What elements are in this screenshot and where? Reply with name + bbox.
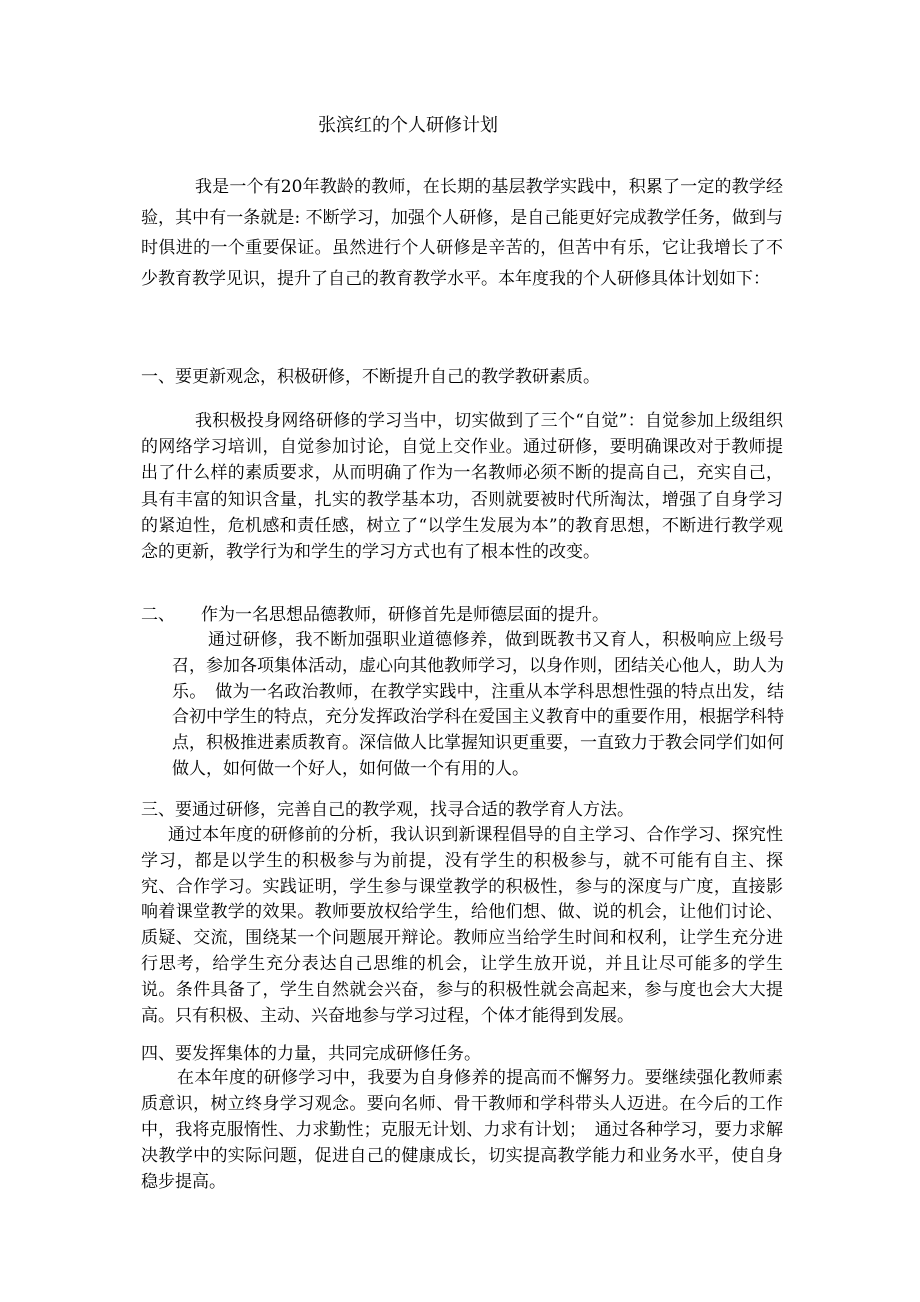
section-3-body: 通过本年度的研修前的分析，我认识到新课程倡导的自主学习、合作学习、探究性学习，都是以学生的积极参与为前提，没有学生的积极参与，就不可能有自主、探究、合作学习。实践证明，学生参与课堂教学的积极性，参与的深度与广度，直接影响着课堂教学的效果。教师要放权给学生，给他们想、做、说的机会，让他们讨论、质疑、交流，围绕某一个问题展开辩论。教师应当给学生时间和权利，让学生充分进行思考，给学生充分表达自己思维的机会，让学生放开说，并且让尽可能多的学生说。条件具备了，学生自然就会兴奋，参与的积极性就会高起来，参与度也会大大提高。只有积极、主动、兴奋地参与学习过程，个体才能得到发展。 [141, 825, 783, 1026]
section-2-heading-row [141, 602, 609, 628]
section-4-body: 在本年度的研修学习中，我要为自身修养的提高而不懈努力。要继续强化教师素质意识，树立终身学习观念。要向名师、骨干教师和学科带头人迈进。在今后的工作中，我将克服惰性、力求勤性；克服无计划、力求有计划； 通过各种学习，要力求解决教学中的实际问题，促进自己的健康成长，切实提高教学能力和业务水平，使自身稳步提高。 [141, 1068, 783, 1192]
section-2-number: 二、 [141, 605, 175, 625]
section-1-body: 我积极投身网络研修的学习当中，切实做到了三个“自觉”：自觉参加上级组织的网络学习培训，自觉参加讨论，自觉上交作业。通过研修，要明确课改对于教师提出了什么样的素质要求，从而明确了作为一名教师必须不断的提高自己，充实自己，具有丰富的知识含量，扎实的教学基本功，否则就要被时代所淘汰，增强了自身学习的紧迫性，危机感和责任感，树立了“以学生发展为本”的教育思想，不断进行教学观念的更新，教学行为和学生的学习方式也有了根本性的改变。 [141, 411, 783, 563]
section-3-heading: 三、要通过研修，完善自己的教学观，找寻合适的教学育人方法。 [141, 800, 634, 820]
section-2-body: 通过研修，我不断加强职业道德修养，做到既教书又育人，积极响应上级号召，参加各项集体活动，虚心向其他教师学习，以身作则，团结关心他人，助人为乐。 做为一名政治教师，在教学实践中，注重从本学科思想性强的特点出发，结合初中学生的特点，充分发挥政治学科在爱国主义教育中的重要作用，根据学科特点，积极推进素质教育。深信做人比掌握知识更重要，一直致力于教会同学们如何做人，如何做一个好人，如何做一个有用的人。 [172, 630, 784, 779]
section-2-heading: 作为一名思想品德教师，研修首先是师德层面的提升。 [201, 605, 609, 625]
section-4-heading: 四、要发挥集体的力量，共同完成研修任务。 [141, 1044, 481, 1064]
section-1-heading: 一、要更新观念，积极研修，不断提升自己的教学教研素质。 [141, 367, 600, 387]
document-title: 张滨红的个人研修计划 [318, 115, 498, 136]
intro-paragraph: 我是一个有20年教龄的教师，在长期的基层教学实践中，积累了一定的教学经验，其中有一条就是: 不断学习，加强个人研修，是自己能更好完成教学任务，做到与时俱进的一个重要保证。虽然进行个人研修是辛苦的，但苦中有乐，它让我增长了不少教育教学见识，提升了自己的教育教学水平。本年度我的个人研修具体计划如下： [141, 177, 783, 289]
